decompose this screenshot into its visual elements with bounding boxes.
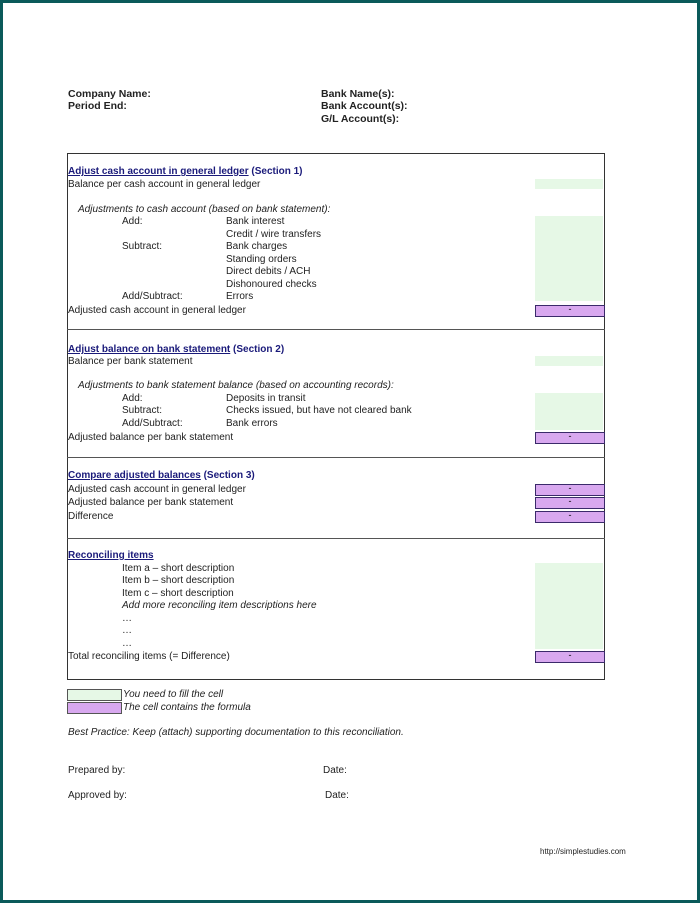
section2-subtract-item: Checks issued, but have not cleared bank xyxy=(226,405,412,416)
footer-url: http://simplestudies.com xyxy=(540,847,626,856)
company-name-label: Company Name: xyxy=(68,88,151,100)
section4-title xyxy=(68,550,154,562)
section1-subtract-item: Bank charges xyxy=(226,241,288,252)
section3-row-label: Adjusted balance per bank statement xyxy=(68,497,234,508)
prepared-by-label: Prepared by: xyxy=(68,765,126,776)
bank-accounts-label: Bank Account(s): xyxy=(321,100,408,112)
reconciling-item: Item b – short description xyxy=(122,575,235,586)
approved-by-label: Approved by: xyxy=(68,790,127,801)
section1-adjustments-input[interactable] xyxy=(535,216,603,301)
approved-date-label: Date: xyxy=(325,790,349,801)
section2-total-formula: - xyxy=(535,432,605,444)
section1-add-label: Add: xyxy=(122,216,143,227)
reconciling-add-more: Add more reconciling item descriptions here xyxy=(122,600,317,611)
period-end-label: Period End: xyxy=(68,100,127,112)
legend-input-swatch xyxy=(67,689,122,701)
prepared-date-label: Date: xyxy=(323,765,347,776)
bank-names-label: Bank Name(s): xyxy=(321,88,395,100)
legend-input-label: You need to fill the cell xyxy=(123,689,224,700)
section2-addsub-item: Bank errors xyxy=(226,418,278,429)
reconciling-items-input[interactable] xyxy=(535,563,603,649)
reconciling-ellipsis: … xyxy=(122,613,132,624)
reconciling-ellipsis: … xyxy=(122,625,132,636)
section2-adjustments-input[interactable] xyxy=(535,393,603,430)
section-divider xyxy=(67,538,605,539)
section1-add-item: Credit / wire transfers xyxy=(226,229,322,240)
legend-formula-swatch xyxy=(67,702,122,714)
section3-row-formula: - xyxy=(535,497,605,509)
section2-balance-label: Balance per bank statement xyxy=(68,356,193,367)
section1-addsub-item: Errors xyxy=(226,291,254,302)
section1-title: Adjust cash account in general ledger (Section 1) xyxy=(68,166,303,177)
section1-subtract-label: Subtract: xyxy=(122,241,163,252)
section1-balance-label: Balance per cash account in general ledger xyxy=(68,179,261,190)
section1-total-label: Adjusted cash account in general ledger xyxy=(68,305,246,316)
section3-title-link[interactable]: Compare adjusted balances xyxy=(68,470,201,481)
section3-row-formula: - xyxy=(535,511,605,523)
section2-total-label: Adjusted balance per bank statement xyxy=(68,432,234,443)
legend-formula-label: The cell contains the formula xyxy=(123,702,251,713)
section-divider xyxy=(67,329,605,330)
section3-row-label: Adjusted cash account in general ledger xyxy=(68,484,246,495)
section3-title: Compare adjusted balances (Section 3) xyxy=(68,470,255,481)
section2-title: Adjust balance on bank statement (Section 2) xyxy=(68,344,285,355)
section1-subtract-item: Direct debits / ACH xyxy=(226,266,311,277)
section2-balance-input[interactable] xyxy=(535,356,603,366)
section1-subtract-item: Dishonoured checks xyxy=(226,279,317,290)
section2-addsub-label: Add/Subtract: xyxy=(122,418,183,429)
reconciling-item: Item a – short description xyxy=(122,563,235,574)
section2-add-item: Deposits in transit xyxy=(226,393,306,404)
section2-title-link[interactable]: Adjust balance on bank statement xyxy=(68,344,231,355)
document-page xyxy=(3,3,697,900)
section3-row-formula: - xyxy=(535,484,605,496)
section1-add-item: Bank interest xyxy=(226,216,285,227)
best-practice-note: Best Practice: Keep (attach) supporting documentation to this reconciliation. xyxy=(68,727,404,738)
section2-subtract-label: Subtract: xyxy=(122,405,163,416)
section3-row-label: Difference xyxy=(68,511,114,522)
reconciling-item: Item c – short description xyxy=(122,588,234,599)
section4-total-formula: - xyxy=(535,651,605,663)
section4-total-label: Total reconciling items (= Difference) xyxy=(68,651,230,662)
section-divider xyxy=(67,457,605,458)
section2-adjustments-label: Adjustments to bank statement balance (based on accounting records): xyxy=(78,380,394,391)
section1-adjustments-label: Adjustments to cash account (based on bank statement): xyxy=(78,204,331,215)
section1-total-formula: - xyxy=(535,305,605,317)
section4-title-link[interactable]: Reconciling items xyxy=(68,550,154,561)
section2-add-label: Add: xyxy=(122,393,143,404)
section1-title-link[interactable]: Adjust cash account in general ledger xyxy=(68,166,249,177)
section1-subtract-item: Standing orders xyxy=(226,254,297,265)
gl-accounts-label: G/L Account(s): xyxy=(321,113,400,125)
section1-addsub-label: Add/Subtract: xyxy=(122,291,183,302)
section1-balance-input[interactable] xyxy=(535,179,603,189)
reconciling-ellipsis: … xyxy=(122,638,132,649)
